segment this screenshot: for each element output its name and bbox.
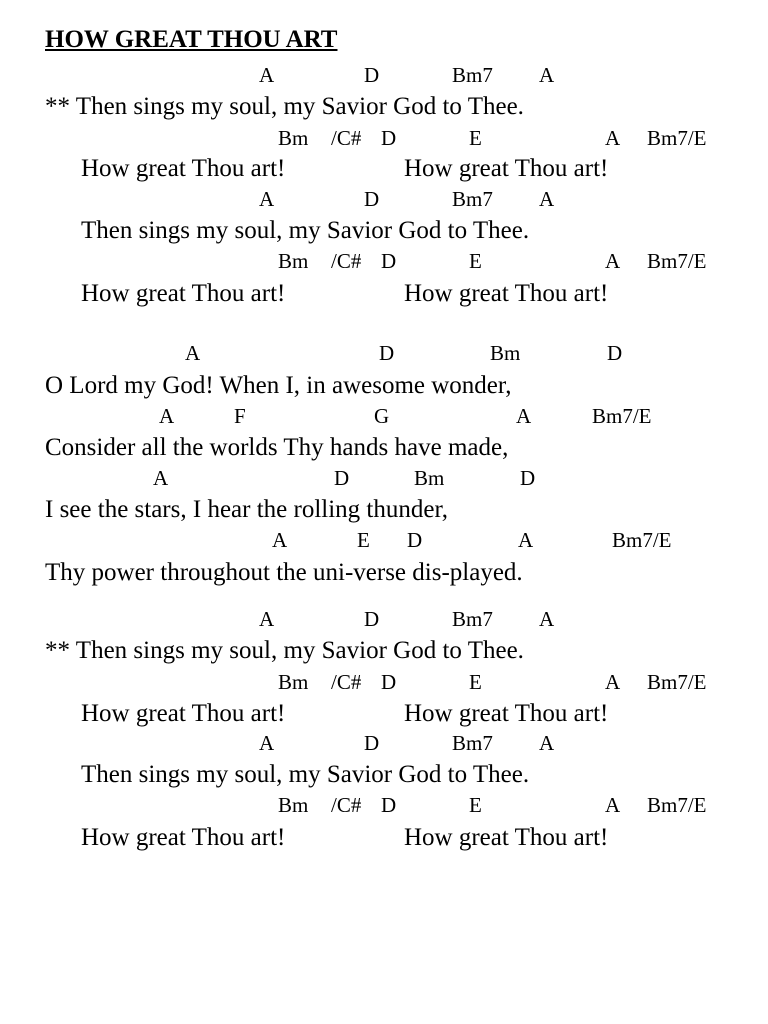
chord: /C# bbox=[331, 249, 362, 273]
chord: Bm bbox=[278, 670, 309, 694]
chord: A bbox=[605, 126, 621, 150]
lyric-line: How great Thou art! bbox=[81, 700, 286, 727]
chord: D bbox=[407, 528, 423, 552]
chord: A bbox=[259, 731, 275, 755]
lyric-line: How great Thou art! bbox=[81, 824, 286, 851]
chord: /C# bbox=[331, 670, 362, 694]
chord: A bbox=[539, 63, 555, 87]
lyric-line: Consider all the worlds Thy hands have made, bbox=[45, 434, 509, 461]
chord: Bm bbox=[490, 341, 521, 365]
lyric-line: Then sings my soul, my Savior God to Thee. bbox=[81, 761, 530, 788]
chord: Bm bbox=[278, 793, 309, 817]
chord: D bbox=[607, 341, 623, 365]
chord: D bbox=[381, 670, 397, 694]
chord: Bm7/E bbox=[647, 793, 707, 817]
chord: A bbox=[539, 607, 555, 631]
chord: A bbox=[259, 63, 275, 87]
chord: D bbox=[364, 607, 380, 631]
chord: D bbox=[381, 793, 397, 817]
chord: A bbox=[259, 187, 275, 211]
chord: /C# bbox=[331, 793, 362, 817]
chord: E bbox=[357, 528, 370, 552]
chord: A bbox=[539, 731, 555, 755]
lyric-line: Thy power throughout the uni-verse dis-played. bbox=[45, 559, 523, 586]
chord: A bbox=[272, 528, 288, 552]
chord: A bbox=[516, 404, 532, 428]
lyric-line: How great Thou art! bbox=[81, 155, 286, 182]
chord: Bm bbox=[414, 466, 445, 490]
chord: A bbox=[605, 670, 621, 694]
chord: A bbox=[518, 528, 534, 552]
chord: A bbox=[259, 607, 275, 631]
chord: G bbox=[374, 404, 390, 428]
chord: E bbox=[469, 670, 482, 694]
lyric-line: I see the stars, I hear the rolling thunder, bbox=[45, 496, 449, 523]
chord: A bbox=[185, 341, 201, 365]
lyric-line: ** Then sings my soul, my Savior God to Thee. bbox=[45, 637, 524, 664]
lyric-line: How great Thou art! bbox=[81, 280, 286, 307]
chord: D bbox=[364, 187, 380, 211]
chord: Bm7 bbox=[452, 607, 493, 631]
chord: /C# bbox=[331, 126, 362, 150]
chord: Bm7/E bbox=[647, 126, 707, 150]
lyric-line: How great Thou art! bbox=[404, 280, 609, 307]
chord: Bm bbox=[278, 126, 309, 150]
chord: Bm7/E bbox=[647, 249, 707, 273]
chord: E bbox=[469, 793, 482, 817]
chord: E bbox=[469, 249, 482, 273]
chord: D bbox=[381, 249, 397, 273]
chord: Bm7/E bbox=[592, 404, 652, 428]
chord: A bbox=[605, 793, 621, 817]
lyric-line: How great Thou art! bbox=[404, 824, 609, 851]
chord: Bm7/E bbox=[647, 670, 707, 694]
chord: Bm bbox=[278, 249, 309, 273]
chord: E bbox=[469, 126, 482, 150]
chord: D bbox=[334, 466, 350, 490]
chord: D bbox=[381, 126, 397, 150]
lyric-line: How great Thou art! bbox=[404, 155, 609, 182]
chord: F bbox=[234, 404, 246, 428]
lyric-line: How great Thou art! bbox=[404, 700, 609, 727]
chord: Bm7 bbox=[452, 63, 493, 87]
lyric-line: O Lord my God! When I, in awesome wonder, bbox=[45, 372, 512, 399]
chord: A bbox=[539, 187, 555, 211]
lyric-line: ** Then sings my soul, my Savior God to Thee. bbox=[45, 93, 524, 120]
chord: Bm7 bbox=[452, 731, 493, 755]
chord: Bm7 bbox=[452, 187, 493, 211]
chord: D bbox=[379, 341, 395, 365]
song-title: HOW GREAT THOU ART bbox=[45, 26, 338, 53]
chord: Bm7/E bbox=[612, 528, 672, 552]
chord: A bbox=[605, 249, 621, 273]
chord: A bbox=[159, 404, 175, 428]
lyric-line: Then sings my soul, my Savior God to Thee. bbox=[81, 217, 530, 244]
chord: A bbox=[153, 466, 169, 490]
chord: D bbox=[364, 63, 380, 87]
chord: D bbox=[520, 466, 536, 490]
chord: D bbox=[364, 731, 380, 755]
